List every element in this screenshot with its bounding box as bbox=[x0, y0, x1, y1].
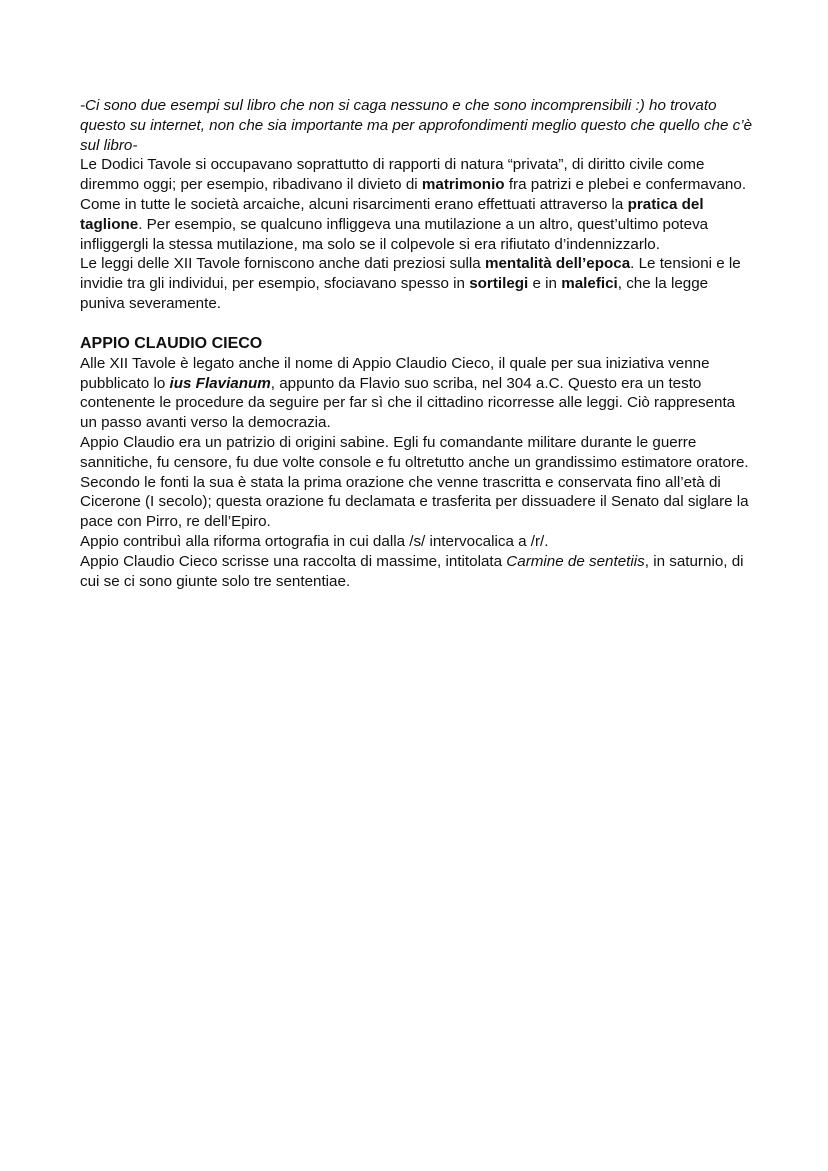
italic-term-carmine: Carmine de sentetiis bbox=[506, 552, 645, 570]
text-run: Alle XII Tavole è legato anche il nome di Appio Claudio Cieco, il quale per sua iniziativa venne pubblicato lo bbox=[80, 354, 710, 392]
text-run: Come in tutte le società arcaiche, alcuni risarcimenti erano effettuati attraverso la bbox=[80, 195, 628, 213]
bold-term-matrimonio: matrimonio bbox=[421, 176, 505, 194]
bold-italic-term-ius-flavianum: ius Flavianum bbox=[169, 374, 271, 392]
paragraph-carmine bbox=[80, 552, 756, 592]
intro-note: -Ci sono due esempi sul libro che non si caga nessuno e che sono incomprensibili :) ho trovato questo su internet, non che sia importante ma per approfondimenti meglio questo che quello che c’è sul libro- bbox=[80, 97, 753, 154]
text-run: , appunto da Flavio suo scriba, nel 304 a.C. Questo era un testo contenente le procedure da seguire per far sì che il cittadino ricorresse alle leggi. Ciò rappresenta un passo avanti verso la democrazia. bbox=[80, 374, 736, 432]
text-run: . Le tensioni e le invidie tra gli individui, per esempio, sfociavano spesso in bbox=[80, 255, 741, 293]
paragraph-riforma: Appio contribuì alla riforma ortografia in cui dalla /s/ intervocalica a /r/. bbox=[80, 532, 549, 550]
text-run: Appio Claudio Cieco scrisse una raccolta di massime, intitolata bbox=[80, 552, 507, 570]
paragraph-ius-flavianum bbox=[80, 354, 756, 433]
paragraph-taglione bbox=[80, 195, 756, 254]
bold-term-malefici: malefici bbox=[561, 275, 618, 293]
text-run: . Per esempio, se qualcuno infliggeva una mutilazione a un altro, quest’ultimo poteva infliggergli la stessa mutilazione, ma solo se il colpevole si era rifiutato d’indennizzarlo. bbox=[80, 215, 709, 253]
paragraph-patrizio: Appio Claudio era un patrizio di origini sabine. Egli fu comandante militare durante le guerre sannitiche, fu censore, fu due volte console e fu oltretutto anche un grandissimo estimatore oratore. bbox=[80, 433, 749, 471]
paragraph-dodici-tavole bbox=[80, 155, 756, 195]
paragraph-mentalita bbox=[80, 254, 756, 313]
section-heading: APPIO CLAUDIO CIECO bbox=[80, 334, 263, 352]
text-run: , in saturnio, di cui se ci sono giunte solo tre sententiae. bbox=[80, 552, 744, 590]
bold-term-sortilegi: sortilegi bbox=[469, 275, 529, 293]
paragraph-gap bbox=[80, 314, 756, 334]
bold-term-taglione: pratica del taglione bbox=[80, 195, 704, 233]
document-page bbox=[80, 96, 756, 591]
paragraph-orazione: Secondo le fonti la sua è stata la prima orazione che venne trascritta e conservata fino all’età di Cicerone (I secolo); questa orazione fu declamata e trasferita per dissuadere il Senato dal siglare la pace con Pirro, re dell’Epiro. bbox=[80, 473, 749, 531]
text-run: fra patrizi e plebei e confermavano. bbox=[504, 176, 747, 194]
text-run: Le Dodici Tavole si occupavano soprattutto di rapporti di natura “privata”, di diritto civile come diremmo oggi; per esempio, ribadivano il divieto di bbox=[80, 156, 705, 194]
bold-term-mentalita: mentalità dell’epoca bbox=[484, 255, 631, 273]
text-run: , che la legge puniva severamente. bbox=[80, 275, 709, 312]
text-run: Le leggi delle XII Tavole forniscono anche dati preziosi sulla bbox=[80, 255, 485, 273]
text-run: e in bbox=[528, 275, 562, 293]
